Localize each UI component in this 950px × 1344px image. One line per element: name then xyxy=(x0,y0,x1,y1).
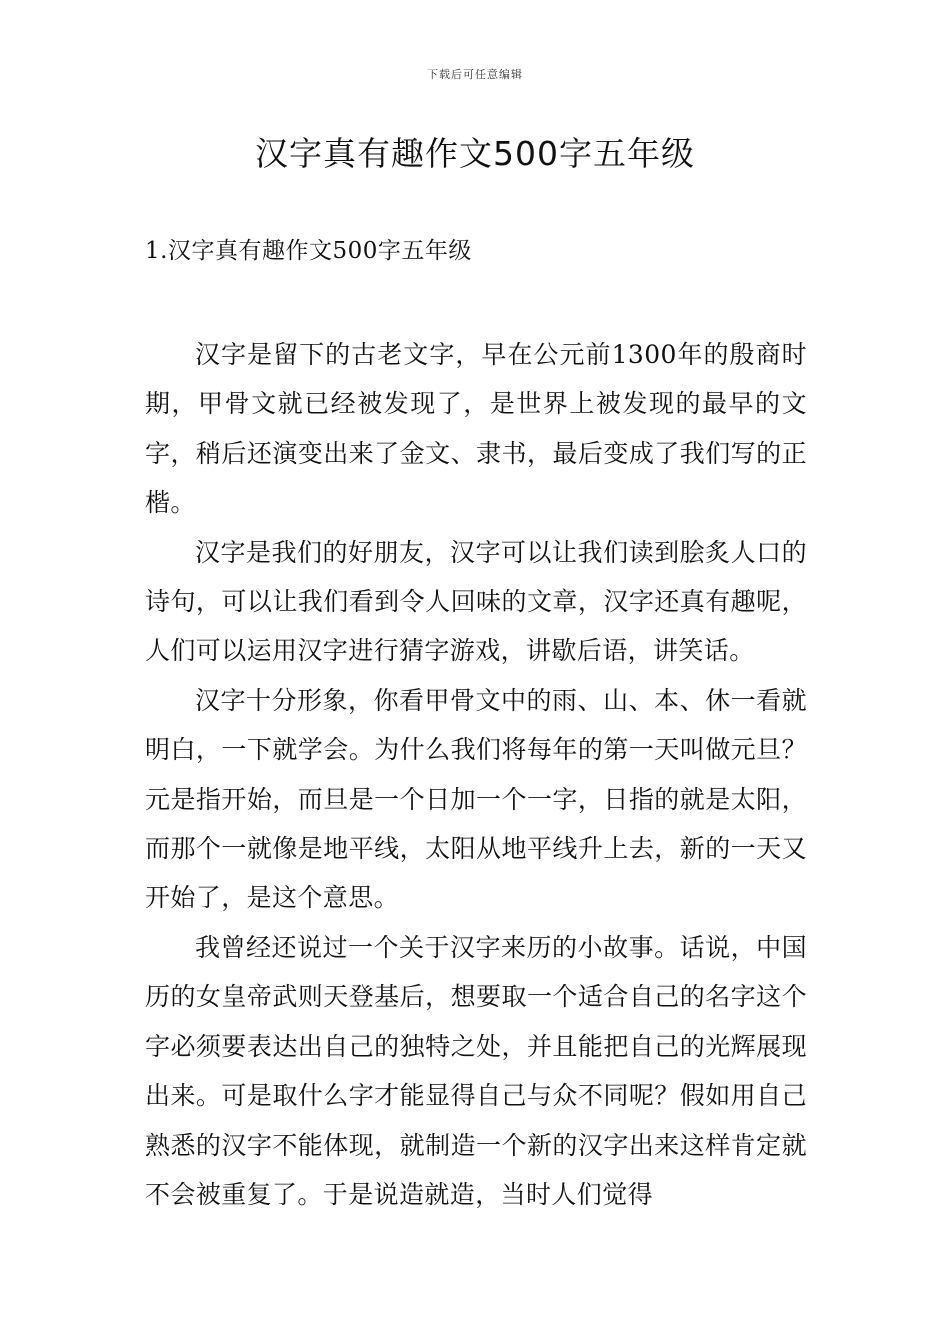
paragraph-1: 汉字是留下的古老文字，早在公元前1300年的殷商时期，甲骨文就已经被发现了，是世界上被发现的最早的文字，稍后还演变出来了金文、隶书，最后变成了我们写的正楷。 xyxy=(145,340,807,518)
header-note: 下载后可任意编辑 xyxy=(427,68,523,81)
document-title: 汉字真有趣作文500字五年级 xyxy=(255,134,695,173)
section-heading: 1.汉字真有趣作文500字五年级 xyxy=(145,238,472,264)
paragraph-4: 我曾经还说过一个关于汉字来历的小故事。话说，中国历的女皇帝武则天登基后，想要取一个适合自己的名字这个字必须要表达出自己的独特之处，并且能把自己的光辉展现出来。可是取什么字才能显得自己与众不同呢？假如用自己熟悉的汉字不能体现，就制造一个新的汉字出来这样肯定就不会被重复了。于是说造就造，当时人们觉得 xyxy=(145,932,807,1209)
body-text xyxy=(145,330,807,1219)
paragraph-3: 汉字十分形象，你看甲骨文中的雨、山、本、休一看就明白，一下就学会。为什么我们将每年的第一天叫做元旦？元是指开始，而旦是一个日加一个一字，日指的就是太阳，而那个一就像是地平线，太阳从地平线升上去，新的一天又开始了，是这个意思。 xyxy=(145,685,807,913)
paragraph-2: 汉字是我们的好朋友，汉字可以让我们读到脍炙人口的诗句，可以让我们看到令人回味的文章，汉字还真有趣呢，人们可以运用汉字进行猜字游戏，讲歇后语，讲笑话。 xyxy=(145,537,807,666)
